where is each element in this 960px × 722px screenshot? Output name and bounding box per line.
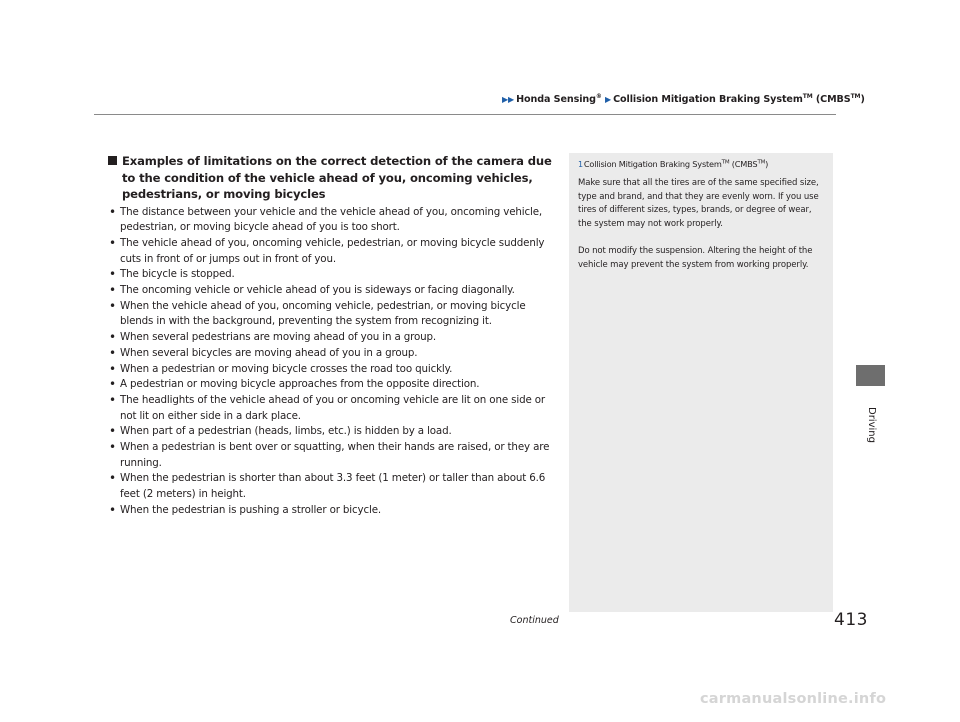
breadcrumb-paren-open: (CMBS [812, 94, 851, 106]
bullet-text: When the pedestrian is shorter than about 3.3 feet (1 meter) or taller than about 6.6 feet (2 meters) in height. [120, 472, 546, 501]
bullet-item [108, 362, 558, 378]
bullet-dot-icon: • [109, 204, 116, 219]
bullet-dot-icon: • [109, 298, 116, 313]
bullet-text: The vehicle ahead of you, oncoming vehicle, pedestrian, or moving bicycle suddenly cuts in front of or jumps out in front of you. [120, 236, 545, 265]
bullet-dot-icon: • [109, 330, 116, 345]
breadcrumb-item-honda-sensing[interactable]: Honda Sensing [516, 94, 596, 106]
bullet-item [108, 440, 558, 471]
page-header [0, 0, 960, 118]
bullet-text: A pedestrian or moving bicycle approaches from the opposite direction. [120, 378, 480, 391]
main-content [108, 153, 558, 519]
bullet-text: When several bicycles are moving ahead of you in a group. [120, 346, 418, 359]
bullet-item [108, 393, 558, 424]
sidebar-paragraph: Make sure that all the tires are of the same specified size, type and brand, and that they are evenly worn. If you use tires of different sizes, types, brands, or degree of wear, the system may not work properly. [578, 178, 819, 229]
trademark-mark: TM [850, 93, 861, 100]
bullet-dot-icon: • [109, 471, 116, 486]
bullet-item [108, 424, 558, 440]
bullet-dot-icon: • [109, 440, 116, 455]
breadcrumb-item-cmbs[interactable] [613, 94, 865, 105]
trademark-mark: TM [802, 93, 813, 100]
bullet-item [108, 267, 558, 283]
bullet-dot-icon: • [109, 283, 116, 298]
breadcrumb-separator-icon: ▶ [605, 95, 612, 105]
section-heading [108, 153, 558, 203]
breadcrumb-cmbs-label: Collision Mitigation Braking System [613, 94, 803, 106]
breadcrumb-paren-close: ) [860, 94, 865, 106]
bullet-dot-icon: • [109, 267, 116, 282]
bullet-text: The headlights of the vehicle ahead of you or oncoming vehicle are lit on one side or not lit on either side in a dark place. [120, 393, 545, 422]
bullet-text: When a pedestrian or moving bicycle crosses the road too quickly. [120, 362, 453, 375]
bullet-text: When several pedestrians are moving ahead of you in a group. [120, 331, 437, 344]
bullet-text: When the pedestrian is pushing a stroller or bicycle. [120, 503, 382, 516]
sidebar-note [569, 153, 833, 612]
bullet-item [108, 471, 558, 502]
bullet-text: When part of a pedestrian (heads, limbs, etc.) is hidden by a load. [120, 425, 452, 438]
section-heading-text: Examples of limitations on the correct detection of the camera due to the condition of the vehicle ahead of you, oncoming vehicles, pedestrians, or moving bicycles [122, 154, 552, 201]
reference-icon: 1 [578, 160, 583, 169]
bullet-item [108, 503, 558, 519]
sidebar-title-paren-open: (CMBS [729, 159, 758, 169]
bullet-item [108, 346, 558, 362]
trademark-mark: TM [721, 159, 730, 166]
bullet-dot-icon: • [109, 345, 116, 360]
continued-label: Continued [510, 615, 559, 626]
bullet-item [108, 330, 558, 346]
bullet-text: The bicycle is stopped. [120, 268, 235, 281]
bullet-dot-icon: • [109, 392, 116, 407]
sidebar-paragraph: Do not modify the suspension. Altering the height of the vehicle may prevent the system from working properly. [578, 245, 813, 270]
bullet-item [108, 205, 558, 236]
heading-square-icon [108, 156, 117, 165]
bullet-text: When the vehicle ahead of you, oncoming vehicle, pedestrian, or moving bicycle blends in with the background, preventing the system from recognizing it. [120, 299, 526, 328]
bullet-dot-icon: • [109, 502, 116, 517]
bullet-item [108, 283, 558, 299]
breadcrumb-arrow-icon: ▶▶ [502, 95, 515, 105]
bullet-item [108, 236, 558, 267]
sidebar-title-paren-close: ) [765, 159, 769, 169]
sidebar-title-text: Collision Mitigation Braking System [583, 159, 722, 169]
bullet-text: When a pedestrian is bent over or squatting, when their hands are raised, or they are running. [120, 441, 550, 469]
bullet-dot-icon: • [109, 377, 116, 392]
registered-mark: ® [595, 93, 602, 100]
bullet-dot-icon: • [109, 235, 116, 250]
page-number: 413 [834, 610, 868, 630]
sidebar-title [578, 159, 768, 169]
chapter-tab[interactable] [856, 365, 885, 386]
trademark-mark: TM [757, 159, 766, 166]
bullet-dot-icon: • [109, 361, 116, 376]
sidebar-body [578, 177, 823, 286]
watermark-text: carmanualsonline.info [700, 691, 887, 707]
bullet-item [108, 377, 558, 393]
bullet-text: The distance between your vehicle and the vehicle ahead of you, oncoming vehicle, pedestrian, or moving bicycle ahead of you is too short. [120, 205, 543, 234]
bullet-dot-icon: • [109, 424, 116, 439]
bullet-list [108, 205, 558, 519]
header-divider [94, 114, 836, 115]
bullet-text: The oncoming vehicle or vehicle ahead of you is sideways or facing diagonally. [120, 284, 515, 297]
bullet-item [108, 299, 558, 330]
breadcrumb [502, 93, 865, 105]
chapter-tab-label: Driving [866, 407, 877, 443]
